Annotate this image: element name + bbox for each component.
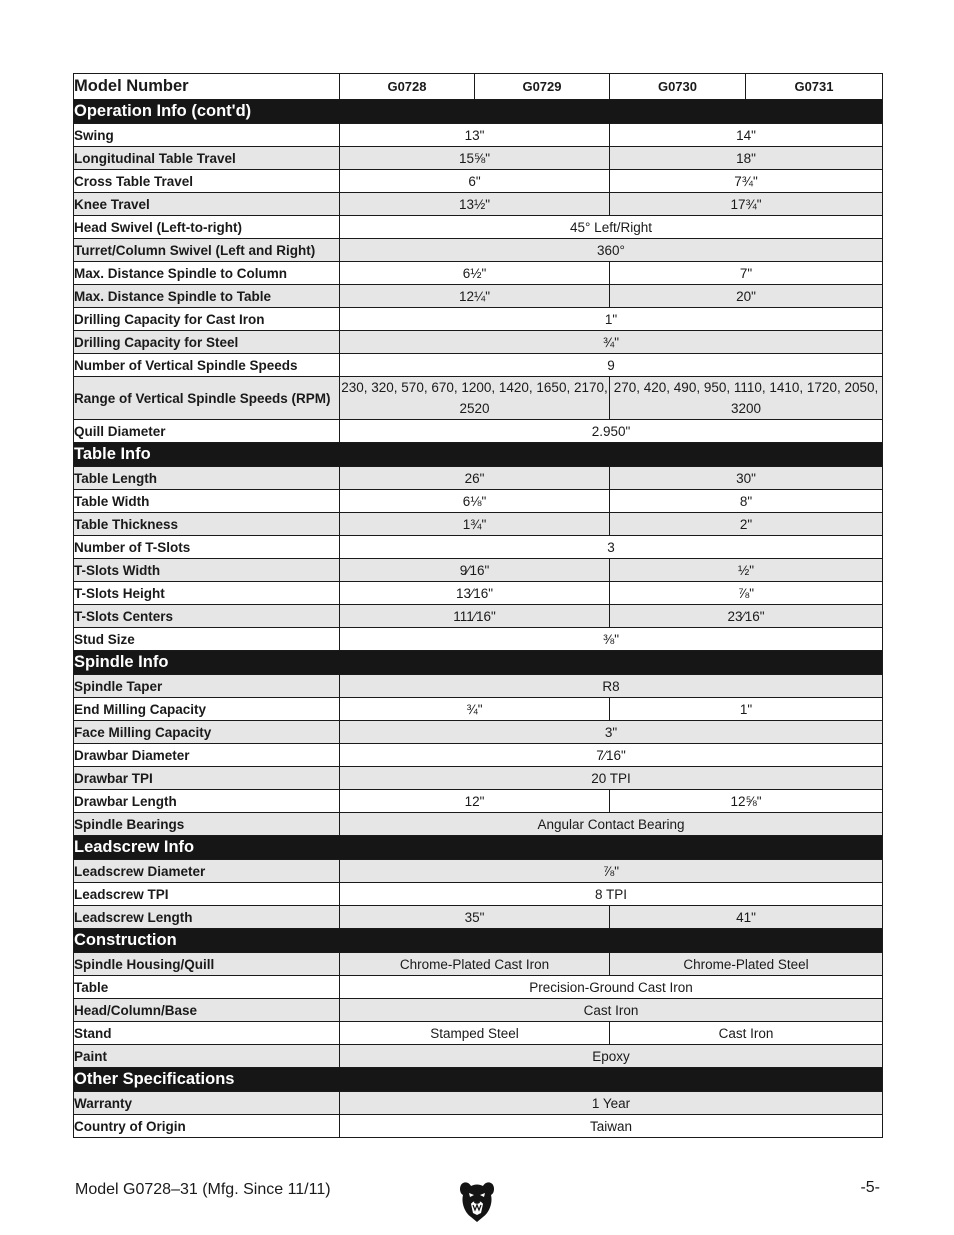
spec-label: Table: [74, 976, 340, 999]
spec-label: Drawbar Diameter: [74, 744, 340, 767]
spec-row-longitudinal-table-travel: [74, 147, 883, 170]
section-header-other-specifications: [74, 1068, 883, 1092]
spec-value: 2": [610, 513, 883, 536]
spec-value: 13½": [340, 193, 610, 216]
footer-model-text: Model G0728–31 (Mfg. Since 11/11): [75, 1181, 331, 1198]
grizzly-bear-logo-icon: [457, 1177, 497, 1223]
spec-row-t-slots-height: [74, 582, 883, 605]
spec-row-leadscrew-length: [74, 906, 883, 929]
spec-label: Table Thickness: [74, 513, 340, 536]
spec-label: Head Swivel (Left-to-right): [74, 216, 340, 239]
spec-label: Quill Diameter: [74, 420, 340, 443]
spec-row-max-distance-spindle-to-column: [74, 262, 883, 285]
spec-row-swing: [74, 124, 883, 147]
spec-label: Number of Vertical Spindle Speeds: [74, 354, 340, 377]
spec-value: ⅞": [340, 860, 883, 883]
spec-value: ⅞": [610, 582, 883, 605]
spec-value: Chrome-Plated Cast Iron: [340, 953, 610, 976]
spec-row-stud-size: [74, 628, 883, 651]
spec-value: Chrome-Plated Steel: [610, 953, 883, 976]
spec-label: Drilling Capacity for Steel: [74, 331, 340, 354]
spec-row-turret-column-swivel-left-and-right: [74, 239, 883, 262]
spec-value: 6": [340, 170, 610, 193]
spec-label: T-Slots Width: [74, 559, 340, 582]
spec-row-range-of-vertical-spindle-speeds-rpm: [74, 377, 883, 420]
spec-label: Leadscrew Length: [74, 906, 340, 929]
spec-label: Stud Size: [74, 628, 340, 651]
spec-value: 270, 420, 490, 950, 1110, 1410, 1720, 2050, 3200: [610, 377, 883, 420]
spec-label: Spindle Bearings: [74, 813, 340, 836]
spec-value: Cast Iron: [340, 999, 883, 1022]
spec-label: Max. Distance Spindle to Table: [74, 285, 340, 308]
spec-row-table-length: [74, 467, 883, 490]
spec-row-leadscrew-diameter: [74, 860, 883, 883]
spec-label: Stand: [74, 1022, 340, 1045]
spec-value: 14": [610, 124, 883, 147]
spec-value: 1¾": [340, 513, 610, 536]
spec-row-drilling-capacity-for-steel: [74, 331, 883, 354]
spec-row-spindle-bearings: [74, 813, 883, 836]
section-title: Operation Info (cont'd): [74, 100, 883, 124]
spec-value: Stamped Steel: [340, 1022, 610, 1045]
model-number-label: Model Number: [74, 74, 340, 100]
spec-row-spindle-housing-quill: [74, 953, 883, 976]
spec-value: 1": [340, 308, 883, 331]
spec-row-drawbar-diameter: [74, 744, 883, 767]
spec-value: 35": [340, 906, 610, 929]
section-title: Construction: [74, 929, 883, 953]
spec-value: 9⁄16": [340, 559, 610, 582]
spec-value: 13": [340, 124, 610, 147]
section-title: Spindle Info: [74, 651, 883, 675]
spec-label: End Milling Capacity: [74, 698, 340, 721]
spec-label: Face Milling Capacity: [74, 721, 340, 744]
spec-value: Precision-Ground Cast Iron: [340, 976, 883, 999]
model-g0730: G0730: [610, 74, 746, 100]
spec-value: 3: [340, 536, 883, 559]
spec-value: ½": [610, 559, 883, 582]
spec-value: R8: [340, 675, 883, 698]
specifications-body: [74, 100, 883, 1138]
spec-row-table-width: [74, 490, 883, 513]
spec-value: Angular Contact Bearing: [340, 813, 883, 836]
spec-row-spindle-taper: [74, 675, 883, 698]
spec-value: 6½": [340, 262, 610, 285]
spec-value: 12¼": [340, 285, 610, 308]
spec-value: 6⅛": [340, 490, 610, 513]
spec-value: 7¾": [610, 170, 883, 193]
spec-label: Drilling Capacity for Cast Iron: [74, 308, 340, 331]
spec-row-number-of-t-slots: [74, 536, 883, 559]
section-header-leadscrew-info: [74, 836, 883, 860]
spec-label: Leadscrew TPI: [74, 883, 340, 906]
spec-value: 12⅝": [610, 790, 883, 813]
spec-row-head-swivel-left-to-right: [74, 216, 883, 239]
spec-value: 8": [610, 490, 883, 513]
spec-label: Paint: [74, 1045, 340, 1068]
spec-value: Epoxy: [340, 1045, 883, 1068]
section-header-construction: [74, 929, 883, 953]
spec-row-paint: [74, 1045, 883, 1068]
section-header-spindle-info: [74, 651, 883, 675]
spec-value: ¾": [340, 331, 883, 354]
spec-row-end-milling-capacity: [74, 698, 883, 721]
spec-row-country-of-origin: [74, 1115, 883, 1138]
spec-value: 111⁄16": [340, 605, 610, 628]
spec-value: 1 Year: [340, 1092, 883, 1115]
spec-value: ¾": [340, 698, 610, 721]
spec-row-drawbar-length: [74, 790, 883, 813]
spec-row-cross-table-travel: [74, 170, 883, 193]
section-header-table-info: [74, 443, 883, 467]
spec-label: Knee Travel: [74, 193, 340, 216]
spec-value: 20": [610, 285, 883, 308]
spec-label: Drawbar TPI: [74, 767, 340, 790]
spec-row-warranty: [74, 1092, 883, 1115]
model-g0729: G0729: [475, 74, 610, 100]
spec-value: ⅜": [340, 628, 883, 651]
spec-value: 2.950": [340, 420, 883, 443]
spec-value: 13⁄16": [340, 582, 610, 605]
spec-value: 45° Left/Right: [340, 216, 883, 239]
spec-label: Turret/Column Swivel (Left and Right): [74, 239, 340, 262]
spec-row-quill-diameter: [74, 420, 883, 443]
spec-value: 12": [340, 790, 610, 813]
section-title: Table Info: [74, 443, 883, 467]
spec-label: Warranty: [74, 1092, 340, 1115]
spec-row-number-of-vertical-spindle-speeds: [74, 354, 883, 377]
spec-value: 3": [340, 721, 883, 744]
spec-label: Spindle Taper: [74, 675, 340, 698]
spec-label: Country of Origin: [74, 1115, 340, 1138]
spec-row-face-milling-capacity: [74, 721, 883, 744]
spec-value: 15⅝": [340, 147, 610, 170]
spec-label: T-Slots Height: [74, 582, 340, 605]
spec-label: Number of T-Slots: [74, 536, 340, 559]
page-number: -5-: [860, 1179, 880, 1196]
spec-value: 1": [610, 698, 883, 721]
spec-value: 41": [610, 906, 883, 929]
spec-row-drilling-capacity-for-cast-iron: [74, 308, 883, 331]
spec-value: 30": [610, 467, 883, 490]
model-g0728: G0728: [340, 74, 475, 100]
spec-value: Cast Iron: [610, 1022, 883, 1045]
spec-label: Range of Vertical Spindle Speeds (RPM): [74, 377, 340, 420]
spec-value: 18": [610, 147, 883, 170]
spec-value: Taiwan: [340, 1115, 883, 1138]
spec-row-leadscrew-tpi: [74, 883, 883, 906]
spec-row-stand: [74, 1022, 883, 1045]
spec-label: Max. Distance Spindle to Column: [74, 262, 340, 285]
spec-value: 7": [610, 262, 883, 285]
spec-value: 17¾": [610, 193, 883, 216]
spec-label: Leadscrew Diameter: [74, 860, 340, 883]
spec-row-t-slots-centers: [74, 605, 883, 628]
spec-value: 7⁄16": [340, 744, 883, 767]
spec-value: 8 TPI: [340, 883, 883, 906]
spec-row-head-column-base: [74, 999, 883, 1022]
spec-label: Head/Column/Base: [74, 999, 340, 1022]
spec-label: Longitudinal Table Travel: [74, 147, 340, 170]
spec-row-max-distance-spindle-to-table: [74, 285, 883, 308]
spec-value: 230, 320, 570, 670, 1200, 1420, 1650, 2170, 2520: [340, 377, 610, 420]
spec-row-table-thickness: [74, 513, 883, 536]
spec-value: 26": [340, 467, 610, 490]
spec-row-knee-travel: [74, 193, 883, 216]
spec-row-table: [74, 976, 883, 999]
spec-value: 20 TPI: [340, 767, 883, 790]
spec-label: T-Slots Centers: [74, 605, 340, 628]
spec-label: Table Width: [74, 490, 340, 513]
model-g0731: G0731: [746, 74, 883, 100]
spec-row-drawbar-tpi: [74, 767, 883, 790]
spec-value: 360°: [340, 239, 883, 262]
specifications-table: [73, 73, 883, 1138]
section-title: Leadscrew Info: [74, 836, 883, 860]
spec-label: Cross Table Travel: [74, 170, 340, 193]
spec-value: 23⁄16": [610, 605, 883, 628]
section-header-operation-info-cont-d: [74, 100, 883, 124]
spec-label: Table Length: [74, 467, 340, 490]
model-header-row: [74, 74, 883, 100]
spec-row-t-slots-width: [74, 559, 883, 582]
spec-label: Swing: [74, 124, 340, 147]
spec-label: Spindle Housing/Quill: [74, 953, 340, 976]
spec-label: Drawbar Length: [74, 790, 340, 813]
spec-value: 9: [340, 354, 883, 377]
section-title: Other Specifications: [74, 1068, 883, 1092]
